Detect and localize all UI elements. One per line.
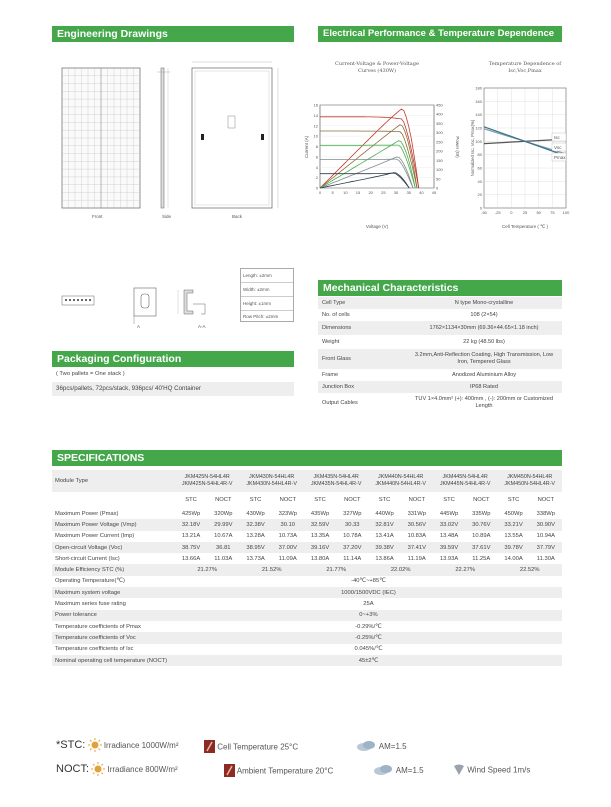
chart1-y-tick: 0 bbox=[315, 185, 318, 191]
stc-am: AM=1.5 bbox=[378, 742, 407, 752]
chart2-x-tick: 0 bbox=[510, 210, 513, 215]
model-name: JKM450N-54HL4R JKM450N-54HL4R-V bbox=[497, 470, 562, 492]
spec-value: 39.38V bbox=[368, 542, 400, 553]
spec-value: 30.33 bbox=[336, 519, 368, 530]
common-spec-value: 45±2℃ bbox=[175, 655, 562, 666]
spec-value: 33.02V bbox=[433, 519, 465, 530]
spec-value: 14.00A bbox=[504, 555, 523, 562]
chart1-y-tick: 16 bbox=[313, 102, 318, 108]
spec-value: 33.21V bbox=[497, 519, 529, 530]
noct-header: NOCT bbox=[279, 497, 296, 503]
chart1-ylabel: Current (A) bbox=[304, 135, 309, 159]
mechanical-table bbox=[318, 297, 562, 413]
spec-value: 11.09A bbox=[278, 555, 297, 562]
efficiency-value: 22.02% bbox=[368, 564, 433, 575]
stc-header: STC bbox=[185, 497, 197, 503]
spec-value: 30.76V bbox=[465, 519, 497, 530]
spec-value: 13.48A bbox=[439, 533, 459, 540]
stc-legend bbox=[56, 738, 179, 754]
spec-value: 32.81V bbox=[368, 519, 400, 530]
spec-row bbox=[52, 531, 562, 542]
common-spec-row bbox=[52, 576, 562, 587]
spec-value: 37.20V bbox=[336, 542, 368, 553]
model-name: JKM435N-54HL4R JKM435N-54HL4R-V bbox=[304, 470, 369, 492]
common-spec-row bbox=[52, 610, 562, 621]
chart1-x-tick: 15 bbox=[355, 190, 361, 195]
module-type-label: Module Type bbox=[52, 470, 175, 492]
specifications-table bbox=[52, 470, 562, 666]
efficiency-value: 21.77% bbox=[304, 564, 369, 575]
mech-label: No. of cells bbox=[322, 312, 350, 318]
spec-label: Maximum Power Voltage (Vmp) bbox=[52, 519, 175, 530]
mech-value: 22 kg (48.50 lbs) bbox=[463, 339, 505, 345]
thermometer-icon bbox=[204, 740, 215, 755]
common-spec-label: Maximum series fuse rating bbox=[55, 601, 126, 608]
mech-value: Anodized Aluminium Alloy bbox=[451, 372, 517, 378]
stc-am-legend bbox=[355, 740, 407, 754]
chart2-y-tick: 120 bbox=[475, 125, 482, 131]
spec-row bbox=[52, 542, 562, 553]
spec-value: 37.00V bbox=[272, 542, 304, 553]
mech-row bbox=[318, 393, 562, 413]
spec-label: Maximum Power Current (Imp) bbox=[55, 533, 135, 540]
temp-legend-Voc: Voc bbox=[554, 145, 562, 150]
spec-value: 10.78A bbox=[343, 533, 362, 540]
chart1-y2-tick: 250 bbox=[436, 139, 443, 145]
spec-value: 11.03A bbox=[214, 555, 233, 562]
spec-value: 37.79V bbox=[530, 542, 562, 553]
chart2-title: Temperature Dependence of bbox=[488, 61, 562, 67]
spec-value: 11.19A bbox=[407, 555, 426, 562]
tolerance-length: Length: ±2mm bbox=[241, 269, 293, 283]
chart2-y-tick: 40 bbox=[477, 178, 482, 184]
common-spec-row bbox=[52, 655, 562, 666]
chart2-x-tick: -25 bbox=[494, 210, 501, 215]
stc-header: STC bbox=[443, 497, 455, 503]
spec-value: 39.16V bbox=[304, 542, 336, 553]
mech-row bbox=[318, 335, 562, 349]
common-spec-label: Temperature coefficients of Isc bbox=[55, 646, 134, 653]
noct-header: NOCT bbox=[537, 497, 555, 503]
efficiency-row bbox=[52, 564, 562, 575]
chart2-ylabel: Normalized Isc, Voc, Pmax(%) bbox=[470, 119, 475, 177]
tolerance-height: Height: ±1mm bbox=[241, 297, 293, 311]
spec-value: 13.73A bbox=[246, 555, 265, 562]
mech-row bbox=[318, 309, 562, 321]
mech-label: Weight bbox=[322, 339, 340, 345]
chart1-y-tick: 10 bbox=[313, 133, 318, 139]
common-spec-row bbox=[52, 644, 562, 655]
chart1-x-tick: 0 bbox=[318, 190, 322, 195]
noct-label: NOCT: bbox=[56, 763, 89, 776]
mech-row bbox=[318, 297, 562, 309]
mech-label: Dimensions bbox=[318, 321, 406, 335]
dimension-tolerance-box bbox=[240, 268, 294, 322]
chart1-y-tick: 12 bbox=[313, 123, 318, 129]
efficiency-value: 22.27% bbox=[433, 564, 498, 575]
chart1-x-tick: 30 bbox=[393, 190, 399, 195]
spec-value: 32.59V bbox=[304, 519, 336, 530]
spec-label: Short-circuit Current (Isc) bbox=[55, 555, 120, 562]
spec-value: 29.99V bbox=[207, 519, 239, 530]
common-spec-label: Operating Temperature(℃) bbox=[55, 578, 125, 585]
temp-legend-Isc: Isc bbox=[554, 135, 560, 140]
common-spec-value: 0.045%/℃ bbox=[354, 646, 383, 653]
spec-value: 39.78V bbox=[497, 542, 529, 553]
spec-value: 13.86A bbox=[375, 555, 394, 562]
chart2-y-tick: 20 bbox=[477, 192, 482, 198]
noct-legend bbox=[56, 762, 178, 778]
mech-label: Front Glass bbox=[318, 349, 406, 369]
spec-label: Maximum Power (Pmax) bbox=[55, 510, 119, 517]
chart1-y-tick: 8 bbox=[315, 144, 318, 149]
mech-label: Junction Box bbox=[318, 381, 406, 393]
chart1-x-tick: 20 bbox=[368, 190, 373, 195]
frame-section-drawing bbox=[52, 270, 242, 340]
side-view-drawing bbox=[157, 68, 170, 208]
chart2-y-tick: 180 bbox=[475, 85, 482, 91]
stc-noct-header-row bbox=[52, 492, 562, 508]
common-spec-label: Temperature coefficients of Voc bbox=[52, 632, 175, 643]
noct-am-legend bbox=[372, 764, 424, 778]
chart1-x-tick: 45 bbox=[431, 190, 437, 195]
chart1-y-tick: 4 bbox=[315, 164, 318, 170]
iv-curve-600W/m² bbox=[320, 145, 415, 188]
temp-legend-Pmax: Pmax bbox=[554, 155, 566, 160]
common-spec-value: 0~+3% bbox=[175, 610, 562, 621]
common-spec-value: -0.29%/℃ bbox=[355, 623, 382, 630]
chart2-y-tick: 100 bbox=[475, 138, 482, 144]
mech-row bbox=[318, 369, 562, 381]
mechanical-header: Mechanical Characteristics bbox=[318, 280, 562, 296]
mech-value: TUV 1×4.0mm² (+): 400mm , (-): 200mm or Customized Length bbox=[414, 396, 553, 409]
chart1-y-tick: 2 bbox=[315, 175, 318, 181]
spec-value: 331Wp bbox=[407, 510, 426, 517]
mech-label: Output Cables bbox=[322, 400, 358, 406]
chart2-y-tick: 140 bbox=[475, 112, 482, 118]
spec-value: 32.18V bbox=[175, 519, 207, 530]
packaging-note: ( Two pallets = One stack ) bbox=[56, 371, 125, 377]
model-row bbox=[52, 470, 562, 492]
engineering-drawing bbox=[52, 50, 302, 230]
common-spec-value: -40℃~+85℃ bbox=[351, 578, 386, 585]
noct-wind-speed: Wind Speed 1m/s bbox=[467, 765, 531, 775]
noct-ambient-temperature: Ambient Temperature 20°C bbox=[236, 766, 334, 776]
engineering-header: Engineering Drawings bbox=[52, 26, 294, 42]
chart2-y-tick: 80 bbox=[477, 152, 482, 158]
efficiency-value: 21.52% bbox=[239, 564, 304, 575]
common-spec-value: 25A bbox=[363, 601, 374, 608]
front-label: Front bbox=[92, 214, 103, 219]
spec-value: 30.90V bbox=[530, 519, 562, 530]
noct-header: NOCT bbox=[344, 497, 361, 503]
chart1-title: Current-Voltage & Power-Voltage bbox=[335, 61, 419, 67]
chart2-x-tick: 75 bbox=[550, 210, 555, 215]
model-name: JKM440N-54HL4R JKM440N-54HL4R-V bbox=[368, 470, 433, 492]
spec-label: Open-circuit Voltage (Voc) bbox=[52, 542, 175, 553]
common-spec-value: -0.25%/℃ bbox=[175, 632, 562, 643]
model-name: JKM445N-54HL4R JKM445N-54HL4R-V bbox=[433, 470, 498, 492]
chart1-x-tick: 10 bbox=[343, 190, 348, 195]
cloud-icon bbox=[372, 764, 394, 778]
noct-header: NOCT bbox=[473, 497, 490, 503]
common-spec-row bbox=[52, 632, 562, 643]
spec-value: 10.94A bbox=[536, 533, 556, 540]
iv-curve-200W/m² bbox=[320, 173, 409, 188]
sun-icon bbox=[88, 738, 102, 754]
mech-row bbox=[318, 349, 562, 369]
chart2-x-tick: 50 bbox=[536, 210, 541, 215]
chart1-y2-tick: 400 bbox=[436, 111, 443, 117]
common-spec-label: Temperature coefficients of Pmax bbox=[55, 623, 141, 630]
stc-label: *STC: bbox=[56, 739, 86, 752]
spec-value: 425Wp bbox=[181, 510, 201, 517]
chart1-y2-tick: 50 bbox=[436, 176, 441, 182]
chart2-x-tick: 100 bbox=[562, 210, 570, 215]
noct-ambient-legend bbox=[224, 764, 333, 779]
noct-am: AM=1.5 bbox=[395, 766, 424, 776]
cloud-icon bbox=[355, 740, 377, 754]
chart1-y-tick: 6 bbox=[315, 154, 318, 160]
stc-irradiance: Irradiance 1000W/m² bbox=[103, 741, 179, 751]
mech-label: Frame bbox=[322, 372, 339, 378]
section-aa-label: A-A bbox=[198, 324, 206, 329]
spec-value: 37.41V bbox=[401, 542, 433, 553]
chart1-x-tick: 25 bbox=[381, 190, 386, 195]
model-name: JKM430N-54HL4R JKM430N-54HL4R-V bbox=[239, 470, 304, 492]
common-spec-value: 1000/1500VDC (IEC) bbox=[175, 587, 562, 598]
spec-value: 13.28A bbox=[246, 533, 265, 540]
spec-value: 32.38V bbox=[239, 519, 271, 530]
back-view-drawing bbox=[192, 62, 278, 208]
efficiency-value: 22.52% bbox=[497, 564, 562, 575]
common-spec-label: Power tolerance bbox=[52, 610, 175, 621]
packaging-detail: 36pcs/pallets, 72pcs/stack, 936pcs/ 40'HQ Container bbox=[52, 382, 294, 396]
noct-wind-legend bbox=[453, 763, 530, 778]
side-label: Side bbox=[162, 214, 172, 219]
stc-header: STC bbox=[507, 497, 520, 503]
chart2-title-line2: Isc,Voc,Pmax bbox=[508, 68, 542, 74]
chart2-x-tick: 25 bbox=[522, 210, 528, 215]
common-spec-row bbox=[52, 587, 562, 598]
spec-value: 320Wp bbox=[214, 510, 233, 517]
spec-value: 323Wp bbox=[278, 510, 297, 517]
spec-value: 11.14A bbox=[343, 555, 362, 562]
mech-value: 1762×1134×30mm (69.36×44.65×1.18 inch) bbox=[406, 321, 562, 335]
spec-value: 430Wp bbox=[246, 510, 265, 517]
chart2-y-tick: 160 bbox=[475, 98, 482, 104]
mech-value: 3.2mm,Anti-Reflection Coating, High Transmission, Low Iron, Tempered Glass bbox=[406, 349, 562, 369]
spec-value: 13.21A bbox=[181, 533, 201, 540]
chart1-y-tick: 14 bbox=[313, 112, 318, 118]
mech-value: N type Mono-crystalline bbox=[406, 297, 562, 309]
pv-curve-400W/m² bbox=[320, 157, 413, 188]
common-spec-row bbox=[52, 621, 562, 632]
chart1-x-tick: 5 bbox=[331, 190, 334, 195]
mech-value: 108 (2×54) bbox=[470, 312, 498, 318]
spec-value: 450Wp bbox=[504, 510, 523, 517]
stc-cell-temp-legend bbox=[204, 740, 298, 755]
spec-value: 10.83A bbox=[407, 533, 426, 540]
spec-value: 13.66A bbox=[181, 555, 201, 562]
chart1-x-tick: 40 bbox=[419, 190, 424, 195]
tolerance-width: Width: ±2mm bbox=[241, 283, 293, 297]
spec-value: 10.73A bbox=[278, 533, 297, 540]
spec-row bbox=[52, 508, 562, 519]
sun-icon bbox=[91, 762, 105, 778]
model-name: JKM425N-54HL4R JKM425N-54HL4R-V bbox=[175, 470, 240, 492]
noct-irradiance: Irradiance 800W/m² bbox=[107, 765, 178, 775]
stc-cell-temperature: Cell Temperature 25°C bbox=[217, 742, 299, 752]
spec-value: 11.30A bbox=[536, 555, 555, 562]
chart1-y2-tick: 200 bbox=[436, 148, 443, 154]
temperature-chart bbox=[470, 55, 580, 235]
tolerance-row-pitch: Row Pitch: ±2mm bbox=[243, 314, 279, 319]
chart2-y-tick: 60 bbox=[477, 165, 482, 171]
common-spec-label: Nominal operating cell temperature (NOCT) bbox=[52, 655, 175, 666]
spec-value: 13.93A bbox=[439, 555, 459, 562]
chart1-y2-tick: 100 bbox=[436, 167, 443, 173]
spec-value: 335Wp bbox=[472, 510, 491, 517]
iv-curve-chart bbox=[302, 55, 462, 235]
mech-label: Cell Type bbox=[318, 297, 406, 309]
chart1-y2-tick: 150 bbox=[436, 157, 443, 163]
chart1-y2-tick: 0 bbox=[436, 185, 439, 191]
spec-value: 38.95V bbox=[239, 542, 271, 553]
spec-value: 440Wp bbox=[375, 510, 394, 517]
spec-value: 13.35A bbox=[310, 533, 330, 540]
electrical-header: Electrical Performance & Temperature Dependence bbox=[318, 26, 562, 42]
noct-header: NOCT bbox=[215, 497, 232, 503]
spec-value: 445Wp bbox=[439, 510, 459, 517]
chart2-xlabel: Cell Temperature ( ℃ ) bbox=[502, 224, 548, 229]
chart2-y-tick: 0 bbox=[479, 205, 482, 211]
spec-value: 13.55A bbox=[504, 533, 523, 540]
spec-row bbox=[52, 519, 562, 530]
spec-value: 13.80A bbox=[310, 555, 330, 562]
spec-value: 327Wp bbox=[343, 510, 362, 517]
section-a-label: A bbox=[137, 324, 141, 329]
spec-value: 13.41A bbox=[375, 533, 394, 540]
spec-value: 39.59V bbox=[433, 542, 465, 553]
spec-value: 338Wp bbox=[536, 510, 556, 517]
stc-header: STC bbox=[314, 497, 326, 503]
chart1-xlabel: Voltage (V) bbox=[365, 224, 389, 229]
chart1-y2-tick: 450 bbox=[436, 102, 443, 108]
thermometer-icon bbox=[224, 764, 235, 779]
chart1-title-line2: Curves (430W) bbox=[358, 68, 396, 74]
wind-icon bbox=[453, 763, 465, 778]
spec-row bbox=[52, 553, 562, 564]
chart1-y2-tick: 350 bbox=[436, 120, 443, 126]
stc-header: STC bbox=[378, 497, 391, 503]
spec-value: 435Wp bbox=[310, 510, 330, 517]
front-view-drawing bbox=[62, 68, 140, 208]
noct-header: NOCT bbox=[408, 497, 425, 503]
efficiency-label: Module Efficiency STC (%) bbox=[52, 564, 175, 575]
chart1-y2label: Power (W) bbox=[455, 136, 460, 158]
spec-value: 37.61V bbox=[465, 542, 497, 553]
spec-value: 36.81 bbox=[207, 542, 239, 553]
common-spec-label: Maximum system voltage bbox=[52, 587, 175, 598]
chart2-x-tick: -50 bbox=[481, 210, 487, 215]
spec-value: 10.89A bbox=[472, 533, 491, 540]
spec-value: 30.56V bbox=[401, 519, 433, 530]
spec-value: 38.75V bbox=[175, 542, 207, 553]
mech-row bbox=[318, 381, 562, 393]
specifications-header: SPECIFICATIONS bbox=[52, 450, 562, 466]
stc-header: STC bbox=[249, 497, 262, 503]
mech-row bbox=[318, 321, 562, 335]
packaging-header: Packaging Configuration bbox=[52, 351, 294, 367]
spec-value: 10.67A bbox=[214, 533, 233, 540]
back-label: Back bbox=[232, 214, 243, 219]
chart1-x-tick: 35 bbox=[406, 190, 411, 195]
spec-value: 11.25A bbox=[472, 555, 491, 562]
efficiency-value: 21.27% bbox=[175, 564, 240, 575]
mech-value: IP68 Rated bbox=[406, 381, 562, 393]
spec-value: 30.10 bbox=[272, 519, 304, 530]
common-spec-row bbox=[52, 598, 562, 609]
chart1-y2-tick: 300 bbox=[436, 130, 443, 136]
